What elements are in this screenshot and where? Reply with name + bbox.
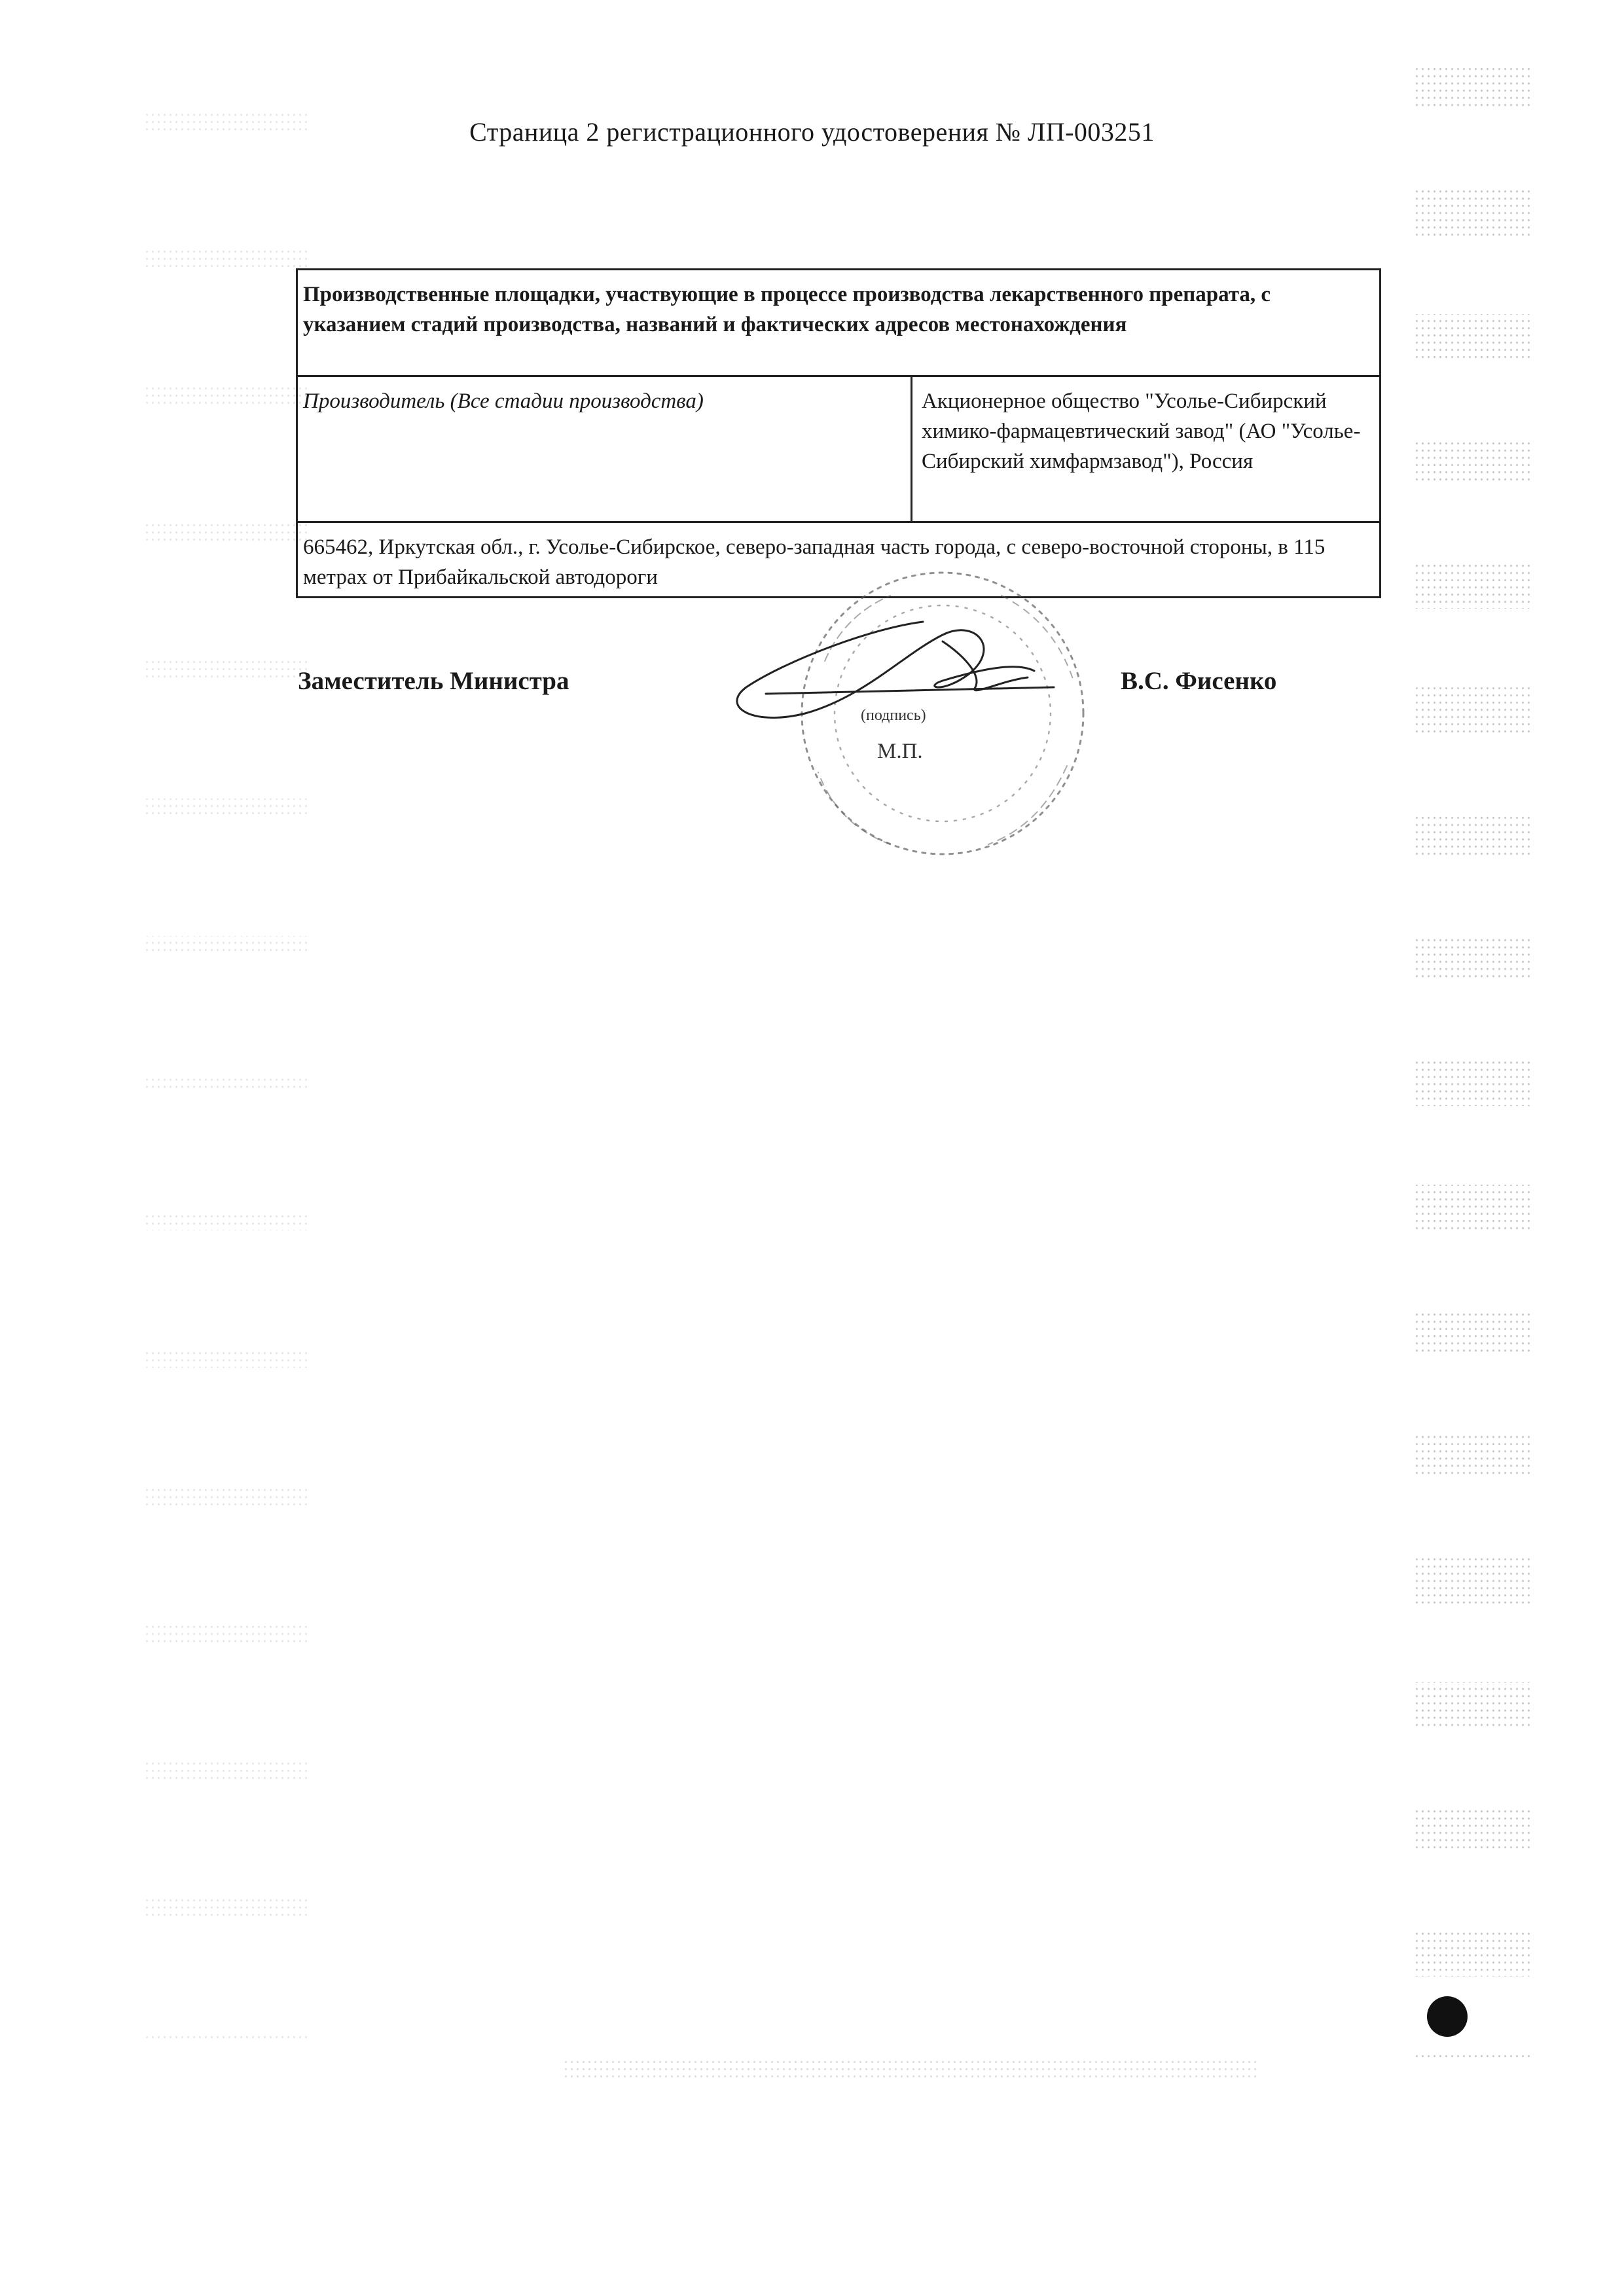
- signer-name: В.С. Фисенко: [1121, 667, 1277, 695]
- seal-caption: М.П.: [877, 740, 923, 763]
- signature-caption: (подпись): [861, 707, 926, 724]
- address-cell: 665462, Иркутская обл., г. Усолье-Сибирское, северо-западная часть города, с северо-восточной стороны, в 115 метрах от Прибайкальской автодороги: [297, 522, 1380, 598]
- producer-role-cell: Производитель (Все стадии производства): [297, 376, 912, 522]
- page-title: Страница 2 регистрационного удостоверения № ЛП-003251: [469, 117, 1155, 147]
- handwritten-signature: [737, 622, 1054, 717]
- signature-block: [0, 0, 1624, 916]
- scan-noise-bottom: [563, 2058, 1257, 2078]
- organization-cell: Акционерное общество "Усолье-Сибирский химико-фармацевтический завод" (АО "Усолье-Сибирский химфармзавод"), Россия: [912, 376, 1380, 522]
- table-header-cell: Производственные площадки, участвующие в процессе производства лекарственного препарата, с указанием стадий производства, названий и фактических адресов местонахождения: [297, 270, 1380, 376]
- signer-position: Заместитель Министра: [298, 667, 569, 695]
- punch-hole-mark: [1427, 1996, 1468, 2037]
